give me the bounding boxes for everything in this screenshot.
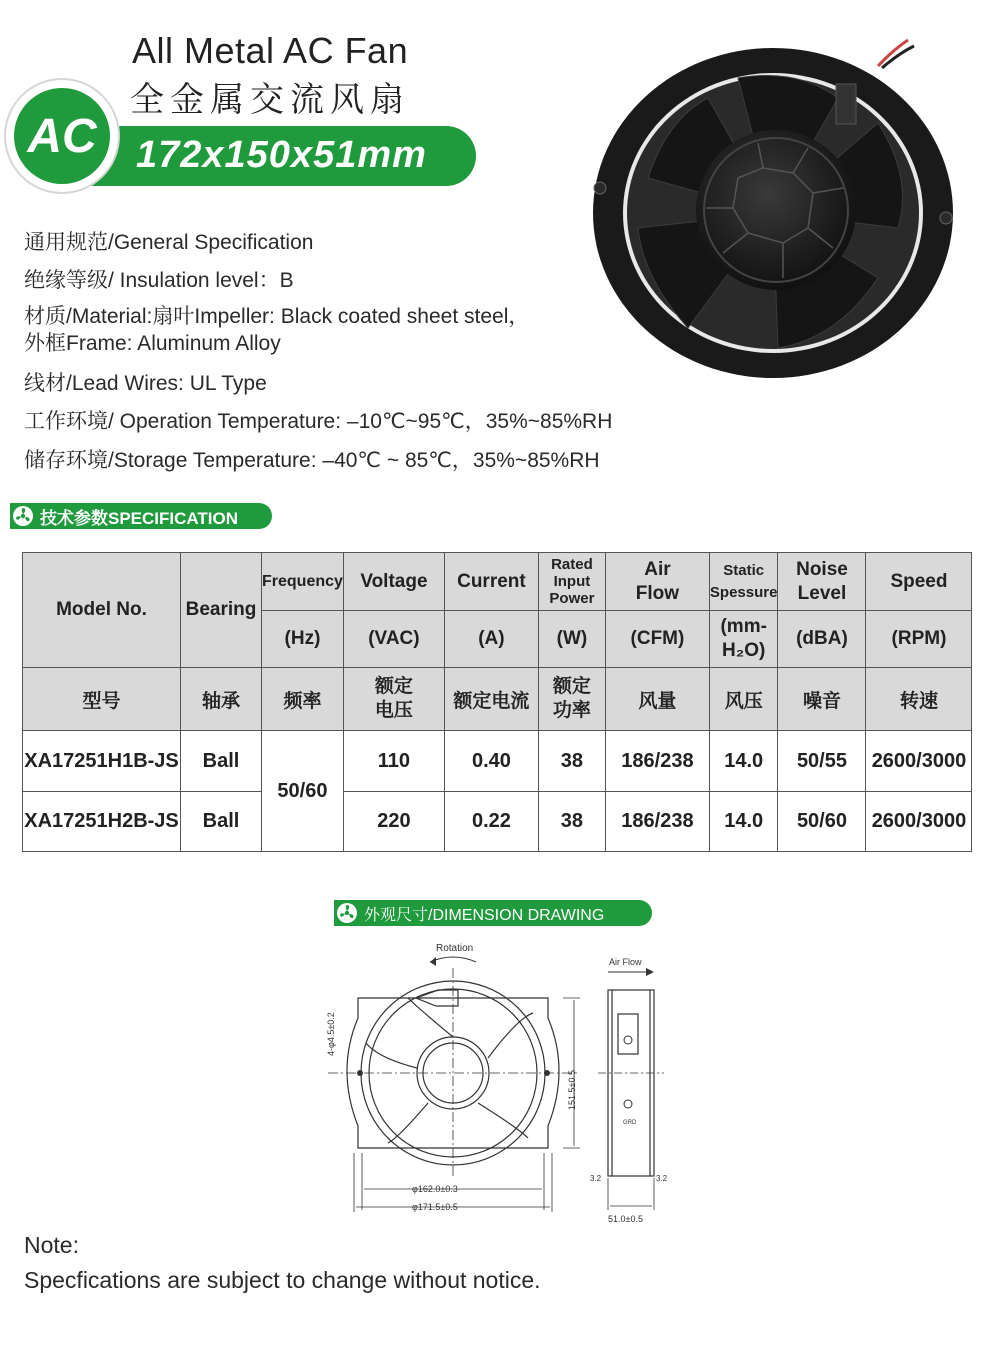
row-model: XA17251H2B-JS: [23, 792, 181, 852]
table-row: [23, 731, 972, 792]
unit-power: (W): [538, 611, 605, 668]
row-bearing: Ball: [181, 792, 262, 852]
unit-voltage: (VAC): [343, 611, 444, 668]
cn-current: 额定电流: [444, 668, 538, 731]
unit-static: [709, 611, 778, 668]
right-edge-dimension: 3.2: [656, 1174, 668, 1183]
spec-frame: 外框Frame: Aluminum Alloy: [24, 332, 281, 355]
unit-noise: (dBA): [778, 611, 866, 668]
cn-frequency: 频率: [262, 668, 344, 731]
height-dimension: 151.5±0.5: [567, 1070, 577, 1110]
inner-width-dimension: φ162.0±0.3: [412, 1184, 458, 1194]
cn-speed: 转速: [866, 668, 972, 731]
header-voltage: Voltage: [343, 553, 444, 611]
spec-operation-temp: 工作环境/ Operation Temperature: –10℃~95℃，35%~85%RH: [24, 410, 613, 433]
row-current: 0.40: [444, 731, 538, 792]
row-static: 14.0: [709, 731, 778, 792]
spec-insulation: 绝缘等级/ Insulation level：B: [24, 269, 294, 292]
cn-voltage-1: 额定: [374, 676, 413, 697]
header-airflow: [605, 553, 709, 611]
header-model: Model No.: [23, 553, 181, 668]
unit-static-1: (mm-: [720, 616, 767, 637]
row-power: 38: [538, 792, 605, 852]
depth-dimension: 51.0±0.5: [608, 1214, 643, 1224]
spec-general: 通用规范/General Specification: [24, 231, 314, 254]
header-static-1: Static: [723, 561, 765, 579]
row-airflow: 186/238: [605, 731, 709, 792]
header-noise: [778, 553, 866, 611]
row-voltage: 110: [343, 731, 444, 792]
row-static: 14.0: [709, 792, 778, 852]
header-airflow-1: Air: [644, 558, 671, 580]
row-model: XA17251H1B-JS: [23, 731, 181, 792]
header-speed: Speed: [866, 553, 972, 611]
cn-bearing: 轴承: [181, 668, 262, 731]
hole-dimension: 4-φ4.5±0.2: [326, 1012, 336, 1056]
section-specification-label: 技术参数SPECIFICATION: [40, 508, 239, 528]
header-power-1: Rated: [551, 556, 593, 573]
header-noise-2: Level: [797, 582, 847, 604]
header-power: [538, 553, 605, 611]
fan-icon: [336, 902, 358, 924]
cn-voltage-2: 电压: [374, 700, 413, 721]
ground-label: GRD: [623, 1120, 637, 1126]
ac-badge: AC: [14, 88, 110, 184]
row-current: 0.22: [444, 792, 538, 852]
unit-current: (A): [444, 611, 538, 668]
airflow-label: Air Flow: [609, 957, 642, 967]
section-dimension-label: 外观尺寸/DIMENSION DRAWING: [364, 906, 605, 924]
cn-noise: 噪音: [778, 668, 866, 731]
header-bearing: Bearing: [181, 553, 262, 668]
row-airflow: 186/238: [605, 792, 709, 852]
header-current: Current: [444, 553, 538, 611]
cn-power-1: 额定: [552, 676, 591, 697]
note-label: Note:: [24, 1232, 79, 1258]
cn-power: [538, 668, 605, 731]
row-speed: 2600/3000: [866, 731, 972, 792]
unit-speed: (RPM): [866, 611, 972, 668]
unit-airflow: (CFM): [605, 611, 709, 668]
spec-lead-wires: 线材/Lead Wires: UL Type: [24, 372, 267, 395]
section-specification: [10, 503, 272, 529]
spec-material: 材质/Material:扇叶Impeller: Black coated sheet steel，: [24, 305, 530, 328]
cn-model: 型号: [23, 668, 181, 731]
row-noise: 50/60: [778, 792, 866, 852]
section-dimension: [334, 900, 652, 926]
row-speed: 2600/3000: [866, 792, 972, 852]
cn-static: 风压: [709, 668, 778, 731]
row-bearing: Ball: [181, 731, 262, 792]
row-frequency: 50/60: [262, 731, 344, 852]
cn-airflow: 风量: [605, 668, 709, 731]
title-chinese: 全金属交流风扇: [130, 81, 410, 119]
rotation-label: Rotation: [436, 943, 474, 954]
row-voltage: 220: [343, 792, 444, 852]
table-row: [23, 792, 972, 852]
unit-frequency: (Hz): [262, 611, 344, 668]
fan-photo: [588, 28, 968, 388]
dimension-drawing: [318, 938, 688, 1228]
fan-size: 172x150x51mm: [136, 134, 427, 176]
header-power-2: Input: [553, 573, 591, 590]
row-noise: 50/55: [778, 731, 866, 792]
header-airflow-2: Flow: [635, 582, 680, 604]
row-power: 38: [538, 731, 605, 792]
header-noise-1: Noise: [796, 558, 848, 580]
outer-width-dimension: φ171.5±0.5: [412, 1202, 458, 1212]
spec-storage-temp: 储存环境/Storage Temperature: –40℃ ~ 85℃，35%~85%RH: [24, 449, 600, 472]
note-text: Specfications are subject to change without notice.: [24, 1267, 541, 1293]
spec-table: [22, 552, 972, 852]
cn-power-2: 功率: [552, 700, 591, 721]
header-power-3: Power: [549, 590, 595, 607]
cn-voltage: [343, 668, 444, 731]
fan-icon: [12, 505, 34, 527]
title-english: All Metal AC Fan: [132, 30, 409, 71]
left-edge-dimension: 3.2: [590, 1174, 602, 1183]
unit-static-2: H₂O): [722, 640, 766, 661]
header-static-2: Spessure: [709, 583, 778, 601]
header-static: [709, 553, 778, 611]
header-frequency: Frequency: [262, 553, 344, 611]
